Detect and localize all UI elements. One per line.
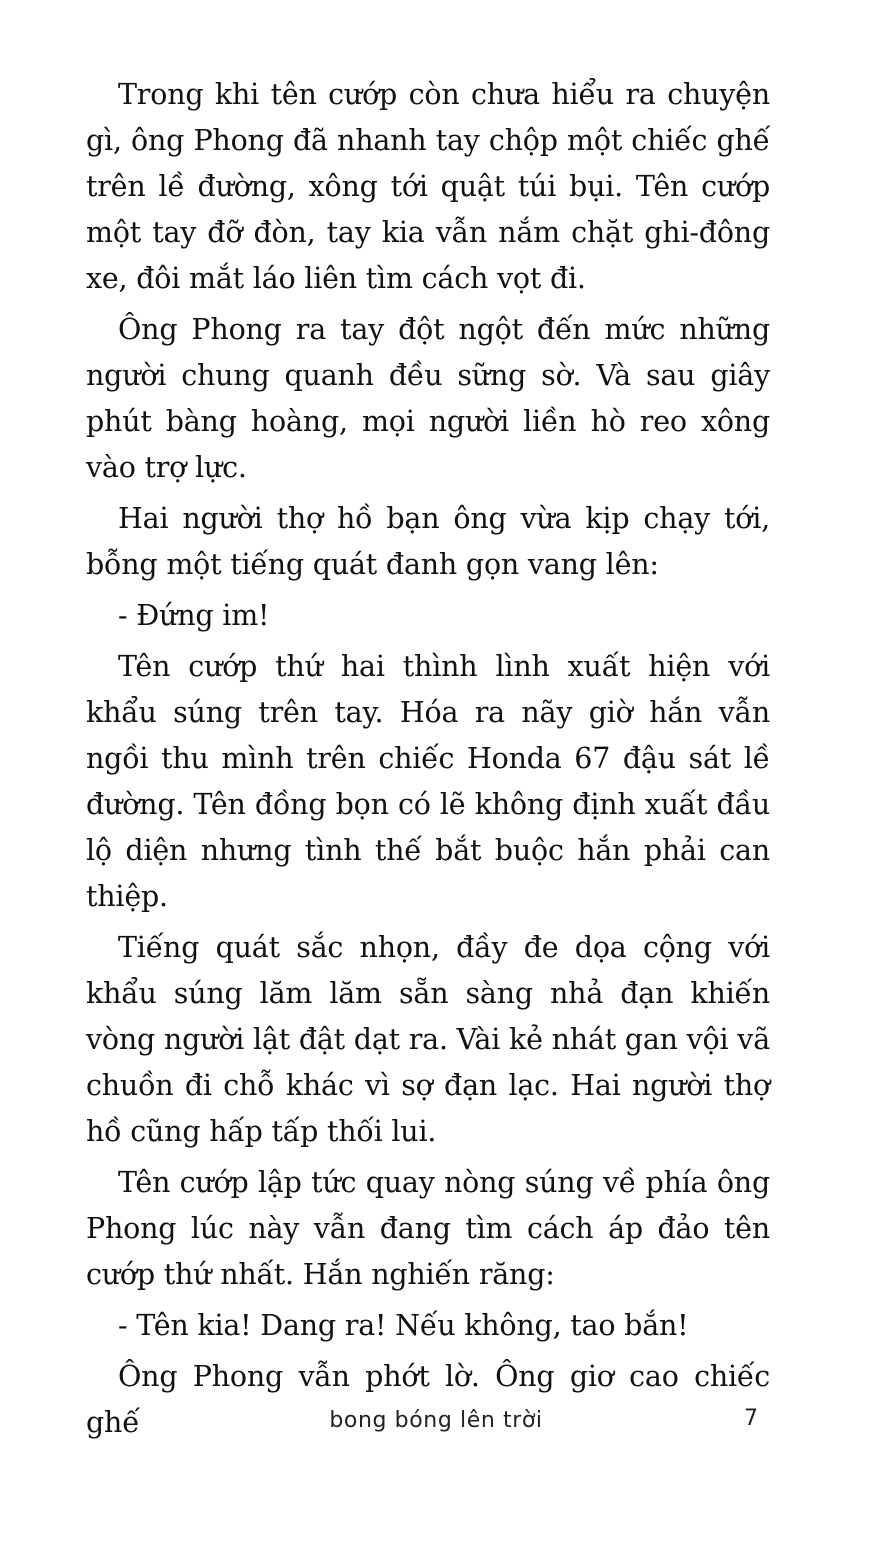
dialogue-line-1: - Đứng im! [118, 599, 270, 632]
paragraph-7: Ông Phong vẫn phớt lờ. Ông giơ cao chiếc ghế [86, 1360, 770, 1439]
page-number: 7 [744, 1406, 758, 1431]
dialogue-line-2: - Tên kia! Dang ra! Nếu không, tao bắn! [118, 1309, 689, 1342]
paragraph-4: Tên cướp thứ hai thình lình xuất hiện với khẩu súng trên tay. Hóa ra nãy giờ hắn vẫn ngồi thu mình trên chiếc Honda 67 đậu sát lề đường. Tên đồng bọn có lẽ không định xuất đầu lộ diện nhưng tình thế bắt buộc hắn phải can thiệp. [86, 650, 770, 913]
paragraph-5: Tiếng quát sắc nhọn, đầy đe dọa cộng với khẩu súng lăm lăm sẵn sàng nhả đạn khiến vòng người lật đật dạt ra. Vài kẻ nhát gan vội vã chuồn đi chỗ khác vì sợ đạn lạc. Hai người thợ hồ cũng hấp tấp thối lui. [86, 931, 770, 1148]
paragraph-2: Ông Phong ra tay đột ngột đến mức những người chung quanh đều sững sờ. Và sau giây phút bàng hoàng, mọi người liền hò reo xông vào trợ lực. [86, 313, 770, 484]
running-footer-title: bong bóng lên trời [329, 1408, 543, 1433]
paragraph-6: Tên cướp lập tức quay nòng súng về phía ông Phong lúc này vẫn đang tìm cách áp đảo tên cướp thứ nhất. Hắn nghiến răng: [86, 1166, 770, 1291]
paragraph-1: Trong khi tên cướp còn chưa hiểu ra chuyện gì, ông Phong đã nhanh tay chộp một chiếc ghế trên lề đường, xông tới quật túi bụi. Tên cướp một tay đỡ đòn, tay kia vẫn nắm chặt ghi-đông xe, đôi mắt láo liên tìm cách vọt đi. [86, 78, 770, 295]
paragraph-3: Hai người thợ hồ bạn ông vừa kịp chạy tới, bỗng một tiếng quát đanh gọn vang lên: [86, 502, 770, 581]
page-body-text [86, 72, 770, 1451]
